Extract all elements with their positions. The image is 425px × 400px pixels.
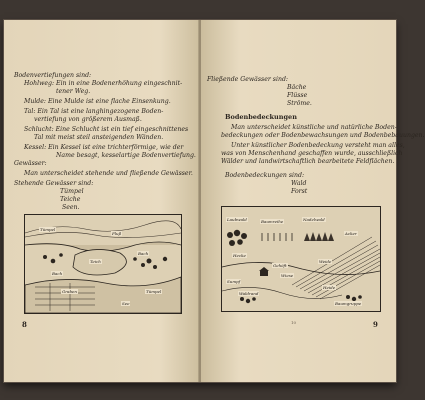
text-line: Tümpel [60,188,84,195]
map-label: Laubwald [227,217,247,222]
text-line: Wälder und landwirtschaftlich bearbeitete Feldflächen. [221,158,395,165]
map-label: Acker [345,231,357,236]
text-line: Seen. [62,204,80,211]
water-bodies-illustration [24,214,182,314]
text-line: Wald [291,180,307,187]
text-line: Tal mit meist steil ansteigenden Wänden. [34,134,164,141]
text-line: Tal: Ein Tal ist eine langhingezogene Boden- [24,108,164,115]
map-label: See [122,301,130,306]
right-page [201,20,425,382]
text-line: Name besagt, kesselartige Bodenvertiefung. [56,152,196,159]
map-label: Waldrand [239,291,259,296]
text-line: Fließende Gewässer sind: [207,76,288,83]
text-line: Gewässer: [14,160,47,167]
text-line: Unter künstlicher Bodenbedeckung versteht man alles, [231,142,405,149]
map-label: Sumpf [227,279,241,284]
map-label: Weide [319,259,332,264]
land-cover-illustration [221,206,381,312]
text-line: Bodenvertiefungen sind: [14,72,92,79]
text-line: Schlucht: Eine Schlucht ist ein tief eingeschnittenes [24,126,189,133]
map-label: Gehöft [273,263,287,268]
map-label: Graben [62,289,77,294]
map-label: Wiese [281,273,294,278]
text-line: Forst [291,188,308,195]
text-line: Hohlweg: Ein in eine Bodenerhöhung eingeschnit- [24,80,183,87]
map-label: Teich [90,259,101,264]
map-label: Nadelwald [303,217,325,222]
map-label: Tümpel [40,227,56,232]
text-line: Man unterscheidet stehende und fließende Gewässer. [24,170,193,177]
text-line: Bodenbedeckungen sind: [225,172,305,179]
text-line: Teiche [60,196,81,203]
text-line: bedeckungen oder Bodenbewachsungen und Bodenbebauungen. [221,132,425,139]
open-book [4,20,425,382]
map-label: Baumgruppe [335,301,362,306]
map-label: Bach [138,251,149,256]
map-label: Tümpel [146,289,162,294]
map-label: Fluß [112,231,122,236]
text-line: Mulde: Eine Mulde ist eine flache Einsenkung. [24,98,171,105]
map-label: Bach [52,271,63,276]
text-line: was von Menschenhand geschaffen wurde, ausschließlich [221,150,403,157]
center-mark: 10 [291,320,297,325]
map-label: Baumreihe [261,219,284,224]
text-line: Bäche [287,84,307,91]
page-number: 8 [22,320,27,329]
text-line: Stehende Gewässer sind: [14,180,94,187]
page-number: 9 [373,320,378,329]
section-heading: Bodenbedeckungen [225,113,297,121]
text-line: vertiefung von größerem Ausmaß. [34,116,142,123]
text-line: tener Weg. [56,88,91,95]
map-label: Hecke [233,253,246,258]
left-page [4,20,199,382]
text-line: Man unterscheidet künstliche und natürliche Boden- [231,124,397,131]
text-line: Flüsse [287,92,308,99]
map-label: Heide [323,285,336,290]
text-line: Kessel: Ein Kessel ist eine trichterförmige, wie der [24,144,184,151]
text-line: Ströme. [287,100,312,107]
